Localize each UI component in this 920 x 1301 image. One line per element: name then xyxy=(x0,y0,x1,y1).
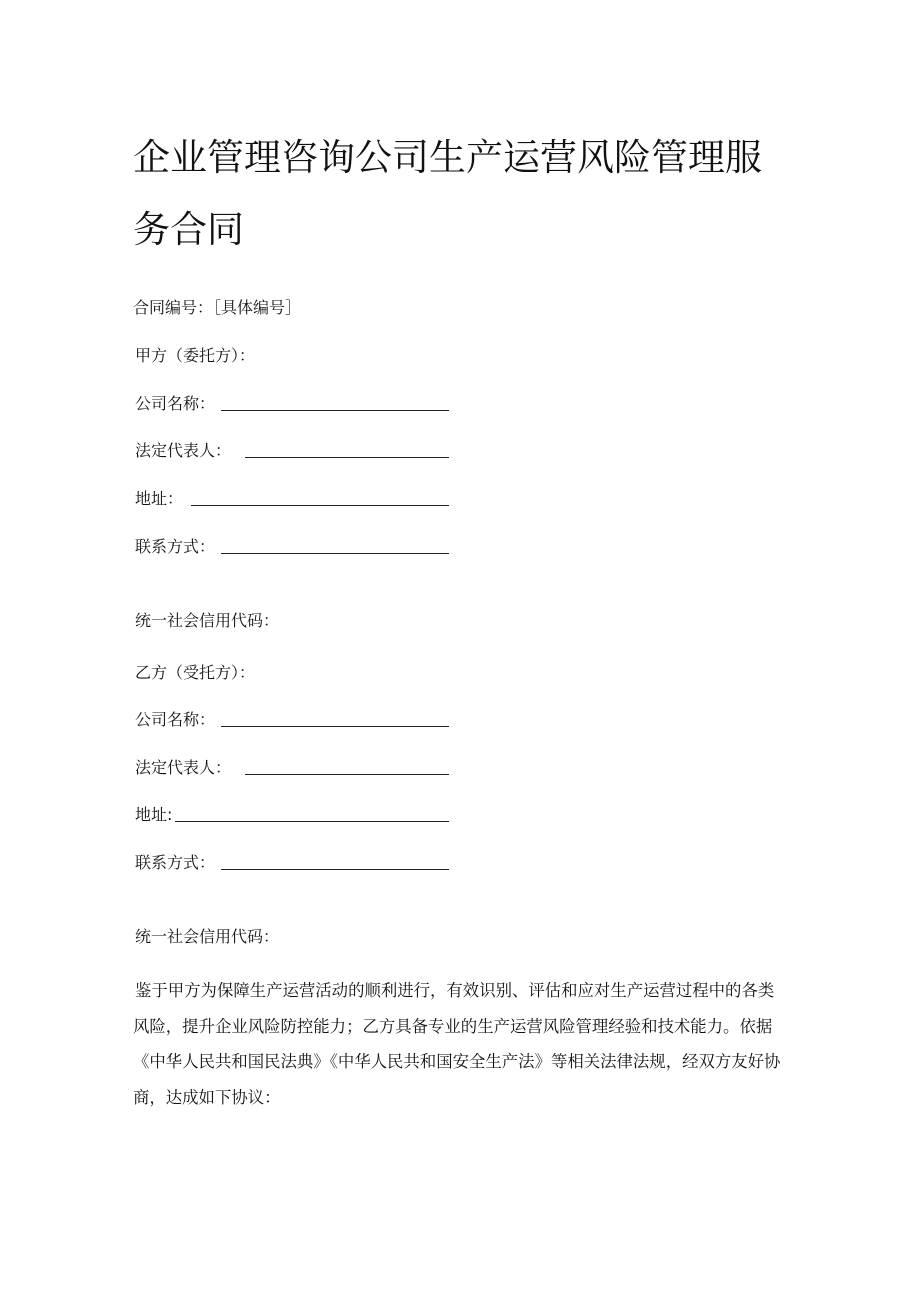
party-b-contact-blank[interactable] xyxy=(221,869,449,870)
contract-number: 合同编号：［具体编号］ xyxy=(133,298,302,317)
party-b-company-name-label: 公司名称： xyxy=(135,710,216,729)
party-b-address-blank[interactable] xyxy=(175,821,449,822)
party-a-credit-code-label: 统一社会信用代码： xyxy=(135,611,280,630)
party-b-contact-label: 联系方式： xyxy=(135,853,216,872)
party-a-legal-rep-blank[interactable] xyxy=(245,457,449,458)
party-a-heading: 甲方（委托方）： xyxy=(135,346,256,365)
party-a-company-name-blank[interactable] xyxy=(221,410,449,411)
party-a-address-label: 地址： xyxy=(135,489,184,508)
party-b-company-name-blank[interactable] xyxy=(221,726,449,727)
contract-title: 企业管理咨询公司生产运营风险管理服务合同 xyxy=(133,136,762,251)
preamble-paragraph: 鉴于甲方为保障生产运营活动的顺利进行，有效识别、评估和应对生产运营过程中的各类风险，提升企业风险防控能力；乙方具备专业的生产运营风险管理经验和技术能力。依据《中华人民共和国民法典》《中华人民共和国安全生产法》等相关法律法规，经双方友好协商，达成如下协议： xyxy=(133,981,781,1107)
party-b-credit-code-label: 统一社会信用代码： xyxy=(135,927,280,946)
party-b-legal-rep-label: 法定代表人： xyxy=(135,758,232,777)
party-a-company-name-label: 公司名称： xyxy=(135,394,216,413)
party-b-legal-rep-blank[interactable] xyxy=(245,774,449,775)
party-b-address-label: 地址: xyxy=(135,805,173,824)
party-a-contact-label: 联系方式： xyxy=(135,537,216,556)
party-a-legal-rep-label: 法定代表人： xyxy=(135,441,232,460)
party-b-heading: 乙方（受托方）： xyxy=(135,663,256,682)
party-a-address-blank[interactable] xyxy=(191,505,449,506)
party-a-contact-blank[interactable] xyxy=(221,553,449,554)
